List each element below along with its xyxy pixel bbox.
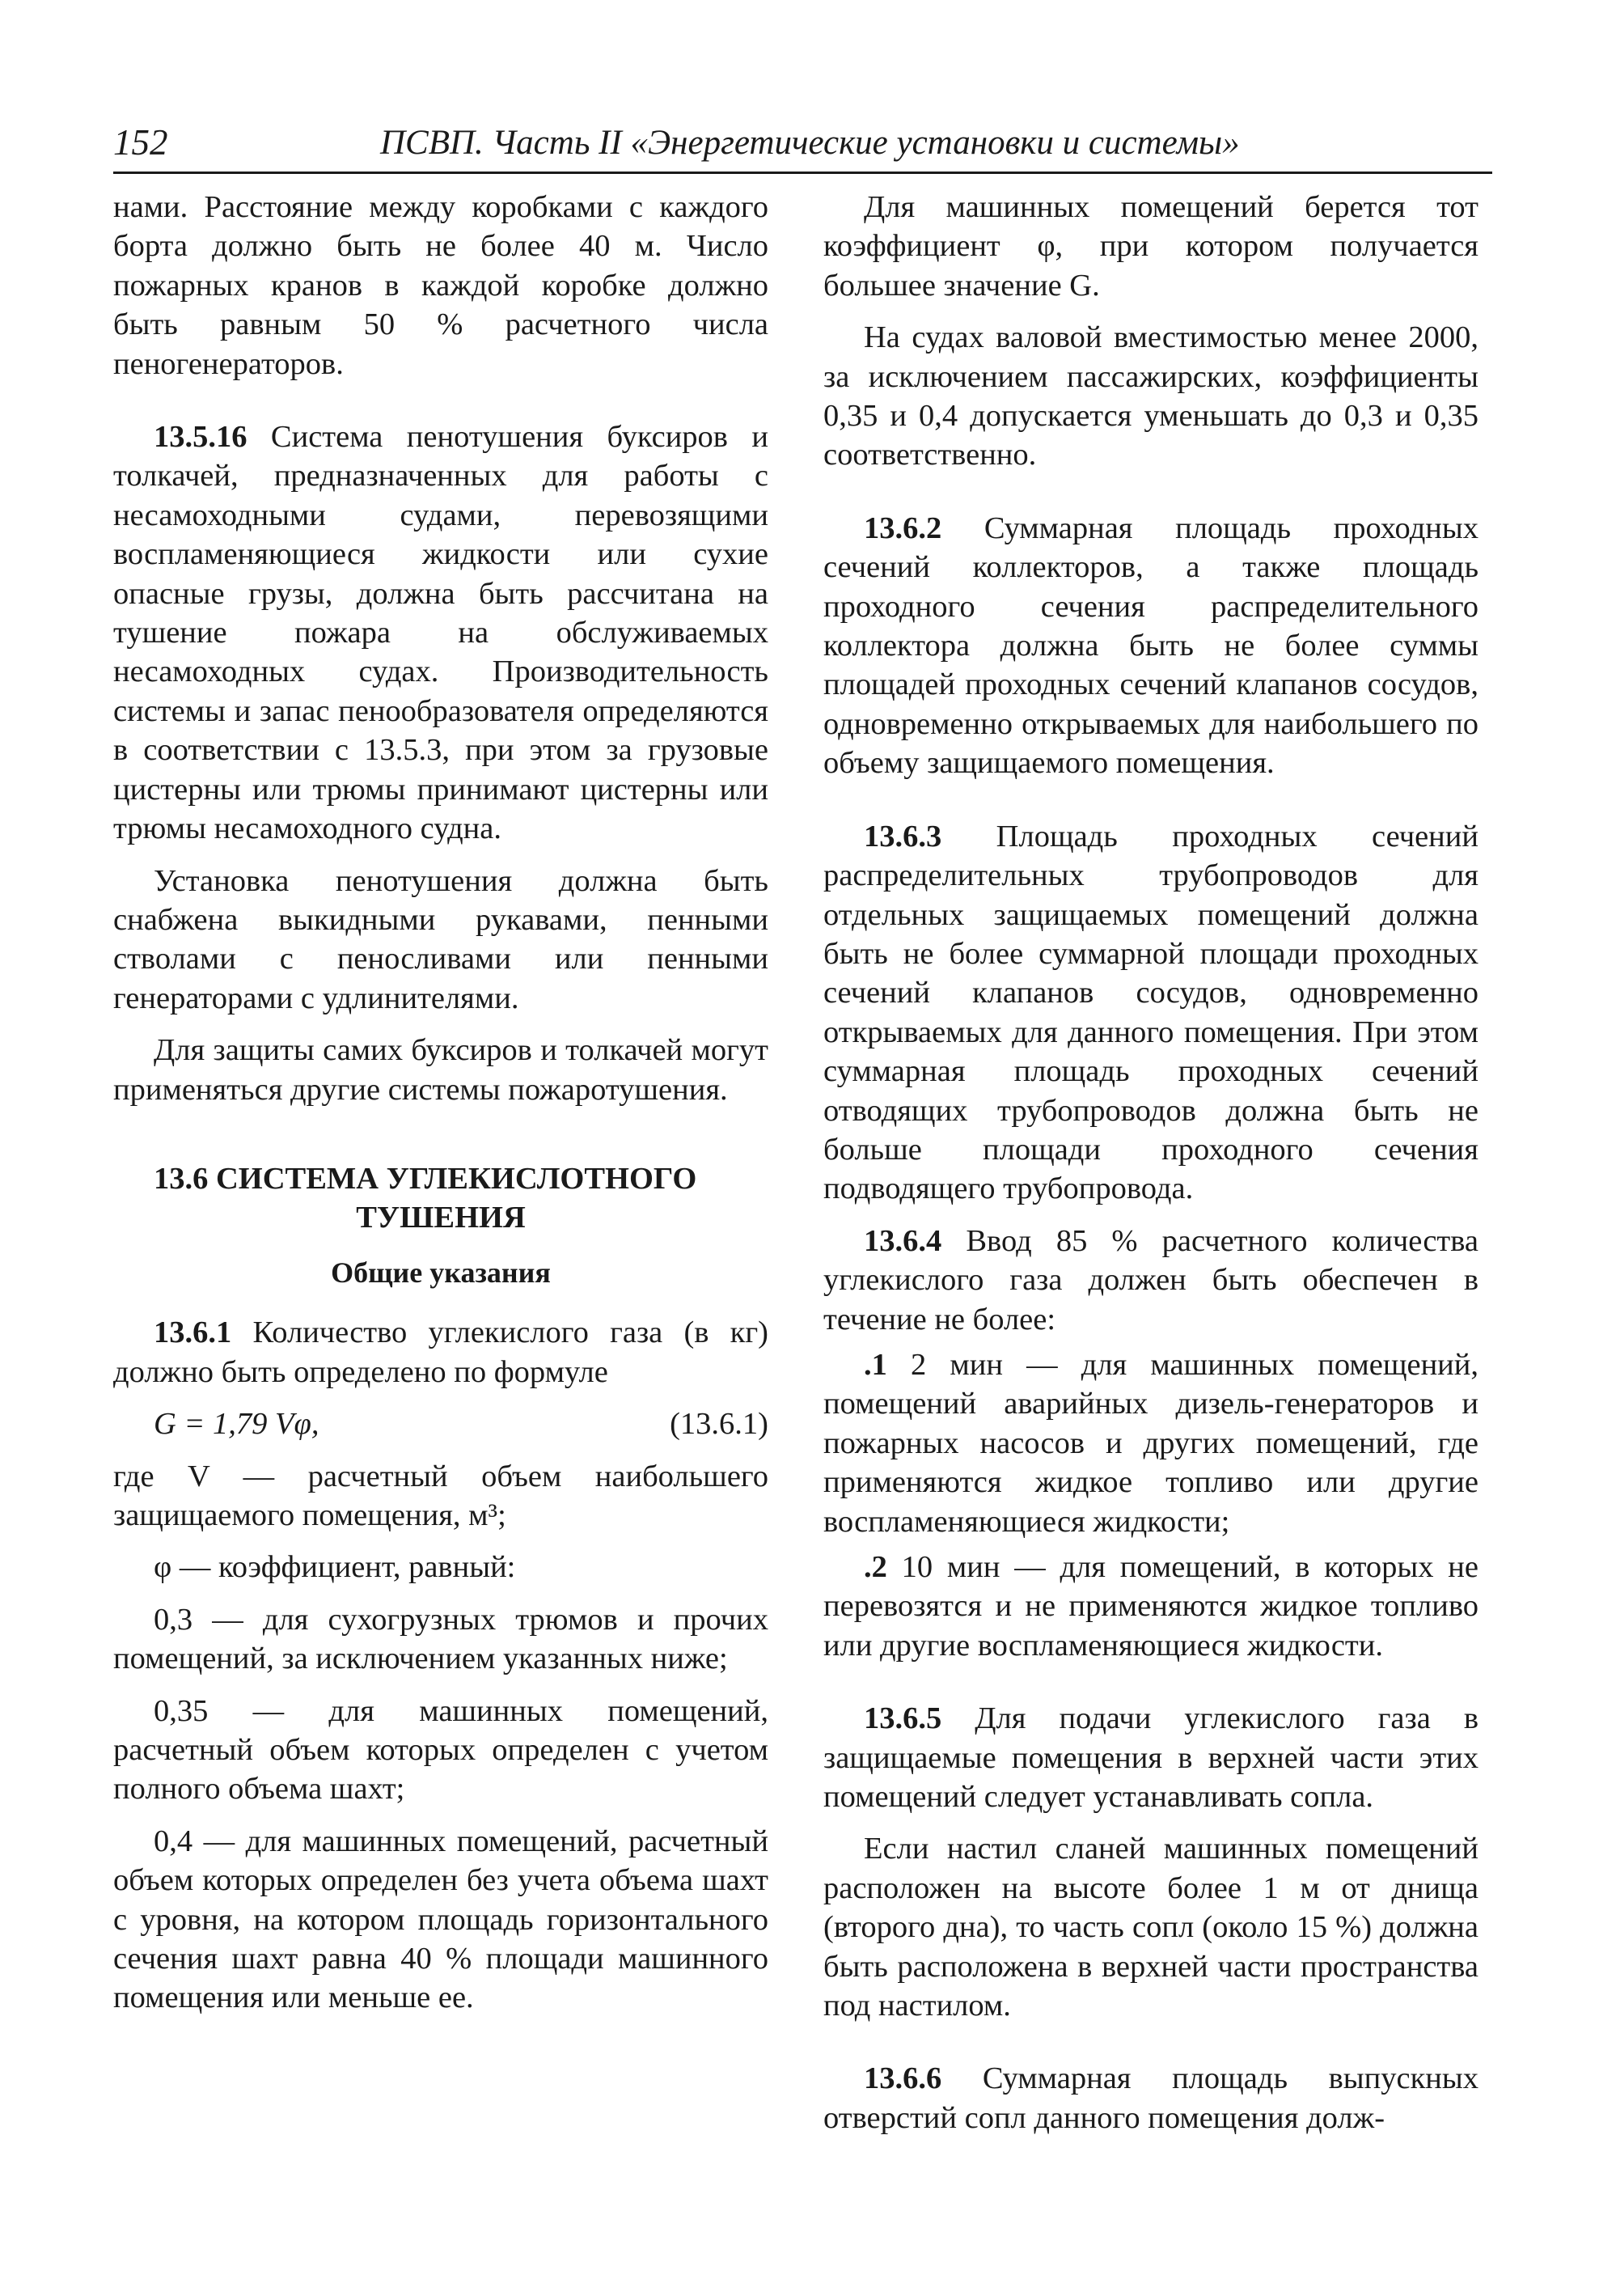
clause-text: Для подачи углекислого газа в защищаемые помещения в верхней части этих помещений следует устанавливать сопла. [823,1701,1479,1815]
item-text: 2 мин — для машинных помещений, помещений аварийных дизель-генераторов и пожарных насосов и других помещений, где применяются жидкое топливо или другие воспламеняющиеся жидкости; [823,1347,1478,1539]
page-number: 152 [113,122,168,163]
page-header [113,121,1492,168]
clause-number: 13.6.6 [864,2061,942,2096]
subheading: Общие указания [331,1256,551,1289]
clause-text: Площадь проходных сечений распределительных трубопроводов для отдельных защищаемых помещений должна быть не более суммарной площади проходных сечений клапанов сосудов, одновременно открываемых для данного помещения. При этом суммарная площадь проходных сечений отводящих трубопроводов должна быть не больше площади проходного сечения подводящего трубопровода. [823,819,1478,1206]
item-text: 10 мин — для помещений, в которых не перевозятся и не применяются жидкое топливо или другие воспламеняющиеся жидкости. [823,1550,1478,1663]
clause-13-6-5 [823,1699,1478,1816]
clause-13-6-2 [823,509,1478,783]
formula-expression: G = 1,79 Vφ, [154,1407,319,1442]
clause-13-6-1 [113,1313,768,1392]
paragraph: Если настил сланей машинных помещений расположен на высоте более 1 м от днища (второго дна), то часть сопл (около 15 %) должна быть расположена в верхней части пространства под настилом. [823,1832,1478,2023]
clause-number: 13.6.1 [154,1315,232,1350]
clause-number: 13.6.4 [864,1223,942,1258]
item-number: .2 [864,1550,887,1584]
section-heading-line1: 13.6 СИСТЕМА УГЛЕКИСЛОТНОГО [154,1161,697,1196]
clause-number: 13.6.3 [864,819,942,854]
header-rule [113,172,1492,174]
clause-13-6-3 [823,817,1478,1209]
clause-text: Суммарная площадь проходных сечений коллекторов, а также площадь проходного сечения распределительного коллектора должна быть не более суммы площадей проходных сечений клапанов сосудов, одновременно открываемых для наибольшего по объему защищаемого помещения. [823,510,1478,781]
clause-number: 13.6.2 [864,510,942,545]
section-heading-line2: ТУШЕНИЯ [356,1200,526,1235]
section-heading [113,1159,768,1237]
paragraph: где V — расчетный объем наибольшего защищаемого помещения, м³; [113,1459,768,1532]
clause-number: 13.5.16 [154,420,247,455]
paragraph: φ — коэффициент, равный: [154,1550,516,1585]
list-item: 0,3 — для сухогрузных трюмов и прочих помещений, за исключением указанных ниже; [113,1602,768,1676]
clause-13-6-4 [823,1222,1478,1339]
list-item [823,1548,1478,1665]
paragraph: нами. Расстояние между коробками с каждого борта должно быть не более 40 м. Число пожарных кранов в каждой коробке должно быть равным 50 % расчетного числа пеногенераторов. [113,190,768,381]
list-item: 0,35 — для машинных помещений, расчетный объем которых определен с учетом полного объема шахт; [113,1693,768,1807]
clause-13-6-6 [823,2059,1478,2137]
clause-13-5-16 [113,417,768,848]
clause-text: Система пенотушения буксиров и толкачей, предназначенных для работы с несамоходными судами, перевозящими воспламеняющиеся жидкости или сухие опасные грузы, должна быть рассчитана на тушение пожара на обслуживаемых несамоходных судах. Производительность системы и запас пенообразователя определяются в соответствии с 13.5.3, при этом за грузовые цистерны или трюмы принимают цистерны или трюмы несамоходного судна. [113,420,768,846]
clause-text: Ввод 85 % расчетного количества углекислого газа должен быть обеспечен в течение не более: [823,1223,1479,1337]
left-column [113,188,768,2031]
clause-number: 13.6.5 [864,1701,942,1736]
item-number: .1 [864,1347,887,1382]
right-column [823,188,1478,2150]
clause-text: Количество углекислого газа (в кг) должно быть определено по формуле [113,1315,768,1389]
clause-text: Суммарная площадь выпускных отверстий сопл данного помещения долж- [823,2061,1478,2135]
paragraph: Установка пенотушения должна быть снабжена выкидными рукавами, пенными стволами с пеносливами или пенными генераторами с удлинителями. [113,863,768,1015]
paragraph: На судах валовой вместимостью менее 2000, за исключением пассажирских, коэффициенты 0,35 и 0,4 допускается уменьшать до 0,3 и 0,35 соответственно. [823,320,1478,472]
running-title: ПСВП. Часть II «Энергетические установки и системы» [380,124,1240,162]
paragraph: Для защиты самих буксиров и толкачей могут применяться другие системы пожаротушения. [113,1033,768,1107]
formula [113,1404,768,1443]
list-item: 0,4 — для машинных помещений, расчетный объем которых определен без учета объема шахт с уровня, на котором площадь горизонтального сечения шахт равна 40 % площади машинного помещения или меньше ее. [113,1824,768,2015]
formula-number: (13.6.1) [670,1407,768,1442]
paragraph: Для машинных помещений берется тот коэффициент φ, при котором получается большее значение G. [823,190,1478,303]
list-item [823,1345,1478,1541]
